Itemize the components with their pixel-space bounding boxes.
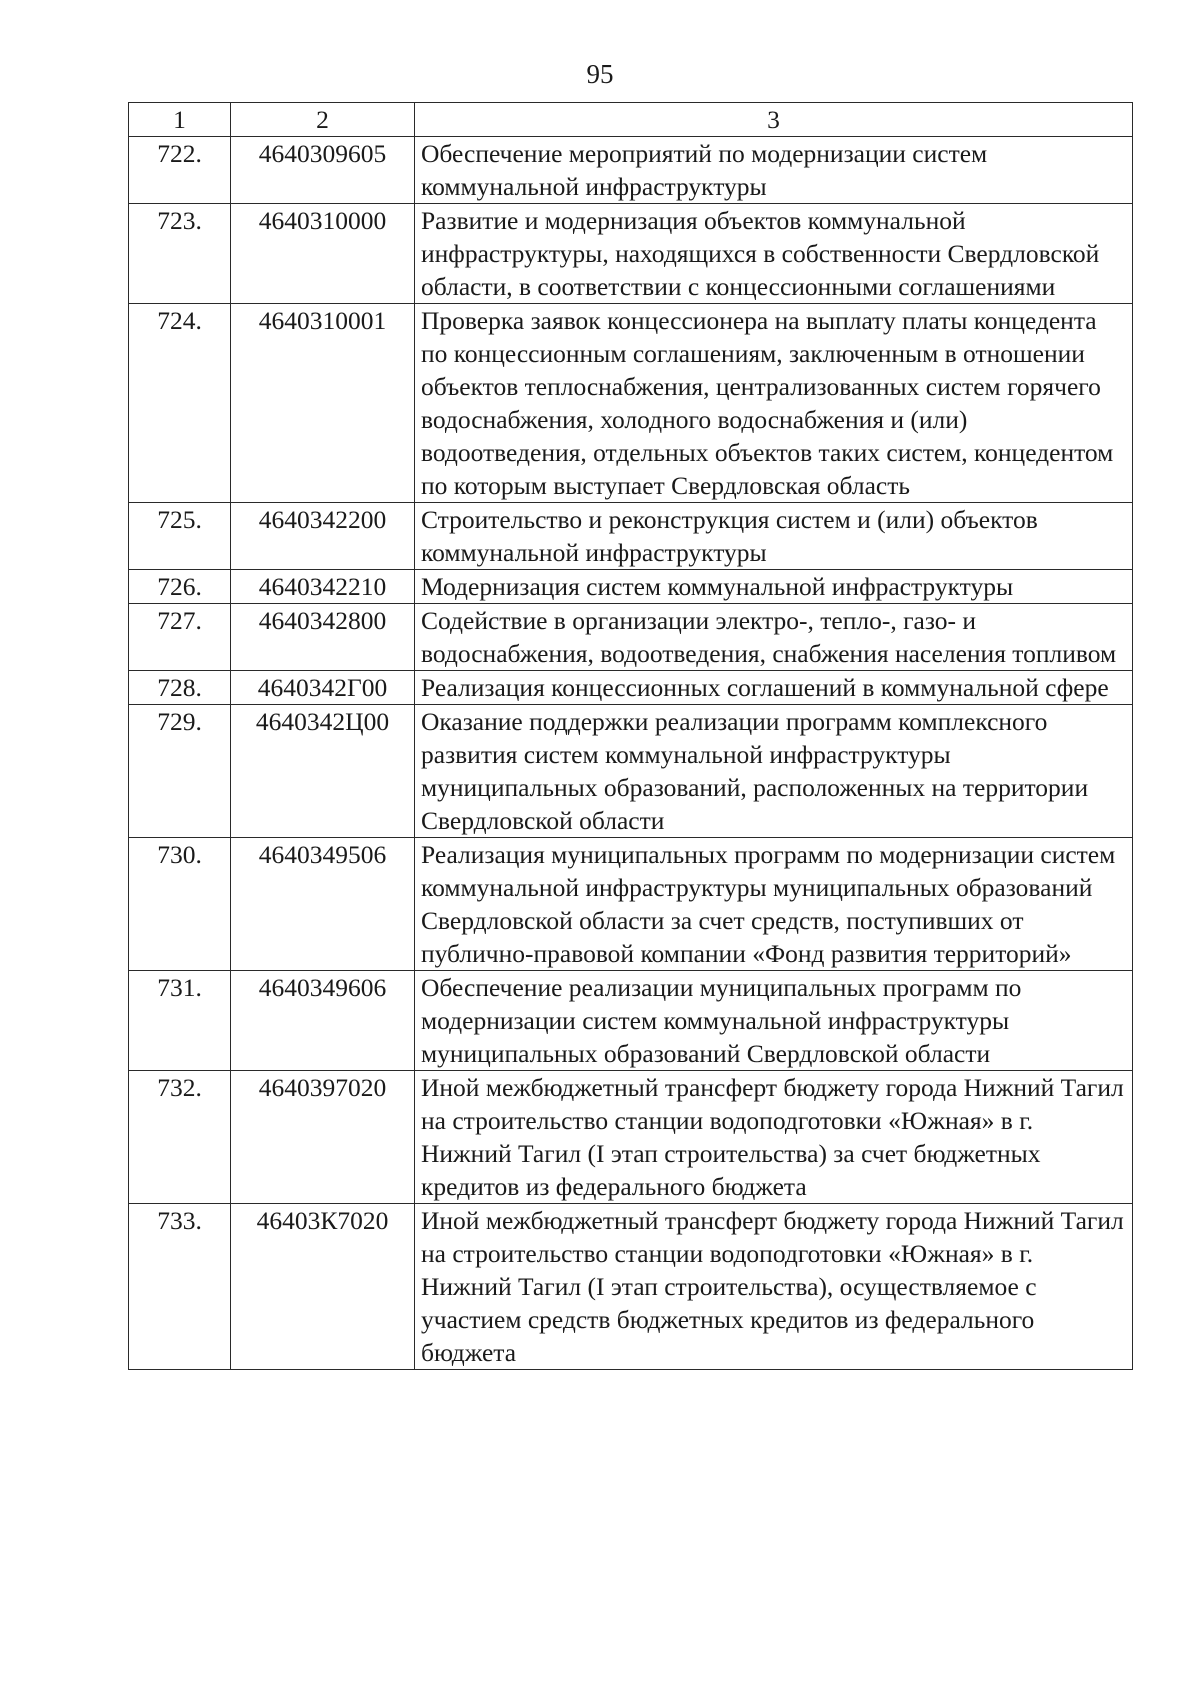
row-code: 46403К7020 [231, 1204, 415, 1370]
row-number: 729. [129, 705, 231, 838]
row-code: 4640342Г00 [231, 671, 415, 705]
row-code: 4640310000 [231, 204, 415, 304]
table-row [129, 503, 1133, 570]
row-description: Строительство и реконструкция систем и (или) объектов коммунальной инфраструктуры [415, 503, 1133, 570]
table-row [129, 1071, 1133, 1204]
row-description: Оказание поддержки реализации программ комплексного развития систем коммунальной инфраструктуры муниципальных образований, расположенных на территории Свердловской области [415, 705, 1133, 838]
row-description: Обеспечение реализации муниципальных программ по модернизации систем коммунальной инфраструктуры муниципальных образований Свердловской области [415, 971, 1133, 1071]
row-number: 726. [129, 570, 231, 604]
row-description: Содействие в организации электро-, тепло-, газо- и водоснабжения, водоотведения, снабжения населения топливом [415, 604, 1133, 671]
row-number: 724. [129, 304, 231, 503]
row-number: 723. [129, 204, 231, 304]
table-row [129, 1204, 1133, 1370]
row-code: 4640342800 [231, 604, 415, 671]
row-description: Реализация концессионных соглашений в коммунальной сфере [415, 671, 1133, 705]
row-code: 4640342200 [231, 503, 415, 570]
column-header-2: 2 [231, 103, 415, 137]
row-number: 732. [129, 1071, 231, 1204]
budget-code-table [128, 102, 1133, 1370]
row-number: 727. [129, 604, 231, 671]
row-number: 731. [129, 971, 231, 1071]
row-code: 4640342210 [231, 570, 415, 604]
table-body [129, 137, 1133, 1370]
row-description: Развитие и модернизация объектов коммунальной инфраструктуры, находящихся в собственности Свердловской области, в соответствии с концессионными соглашениями [415, 204, 1133, 304]
row-code: 4640349506 [231, 838, 415, 971]
table-row [129, 570, 1133, 604]
page-number: 95 [586, 59, 614, 89]
row-number: 730. [129, 838, 231, 971]
row-code: 4640309605 [231, 137, 415, 204]
row-description: Иной межбюджетный трансферт бюджету города Нижний Тагил на строительство станции водоподготовки «Южная» в г. Нижний Тагил (I этап строительства), осуществляемое с участием средств бюджетных кредитов из федерального бюджета [415, 1204, 1133, 1370]
table-row [129, 137, 1133, 204]
row-code: 4640310001 [231, 304, 415, 503]
column-header-3: 3 [415, 103, 1133, 137]
row-description: Обеспечение мероприятий по модернизации систем коммунальной инфраструктуры [415, 137, 1133, 204]
table-row [129, 304, 1133, 503]
table-row [129, 671, 1133, 705]
table-row [129, 705, 1133, 838]
table-row [129, 971, 1133, 1071]
row-number: 722. [129, 137, 231, 204]
row-description: Проверка заявок концессионера на выплату платы концедента по концессионным соглашениям, заключенным в отношении объектов теплоснабжения, централизованных систем горячего водоснабжения, холодного водоснабжения и (или) водоотведения, отдельных объектов таких систем, концедентом по которым выступает Свердловская область [415, 304, 1133, 503]
row-description: Модернизация систем коммунальной инфраструктуры [415, 570, 1133, 604]
row-number: 725. [129, 503, 231, 570]
row-code: 4640349606 [231, 971, 415, 1071]
table-row [129, 604, 1133, 671]
row-description: Иной межбюджетный трансферт бюджету города Нижний Тагил на строительство станции водоподготовки «Южная» в г. Нижний Тагил (I этап строительства) за счет бюджетных кредитов из федерального бюджета [415, 1071, 1133, 1204]
row-number: 733. [129, 1204, 231, 1370]
table-row [129, 204, 1133, 304]
row-description: Реализация муниципальных программ по модернизации систем коммунальной инфраструктуры муниципальных образований Свердловской области за счет средств, поступивших от публично-правовой компании «Фонд развития территорий» [415, 838, 1133, 971]
table-row [129, 838, 1133, 971]
column-header-1: 1 [129, 103, 231, 137]
row-number: 728. [129, 671, 231, 705]
row-code: 4640397020 [231, 1071, 415, 1204]
row-code: 4640342Ц00 [231, 705, 415, 838]
table-header-row [129, 103, 1133, 137]
